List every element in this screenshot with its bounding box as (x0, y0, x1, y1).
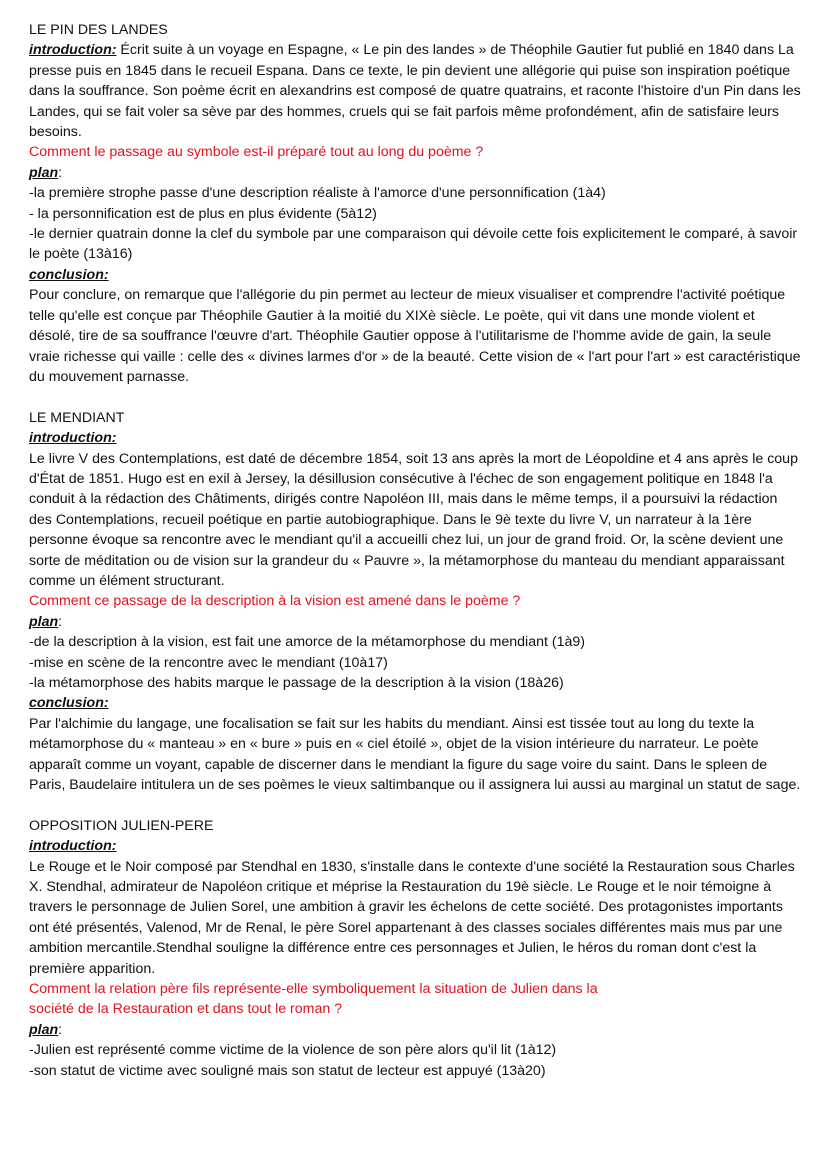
introduction-label: introduction: (29, 838, 117, 855)
plan-item: -la métamorphose des habits marque le passage de la description à la vision (18à26) (29, 674, 564, 691)
problematic-question-line: société de la Restauration et dans tout le roman ? (29, 1001, 343, 1018)
problematic-question-line: Comment la relation père fils représente-elle symboliquement la situation de Julien dans la (29, 981, 598, 998)
plan-item: -de la description à la vision, est fait une amorce de la métamorphose du mendiant (1à9) (29, 634, 585, 651)
introduction-text: Écrit suite à un voyage en Espagne, « Le pin des landes » de Théophile Gautier fut publié en 1840 dans La presse puis en 1845 dans le recueil Espana. Dans ce texte, le pin devient une allégorie qui puise son inspiration poétique dans la souffrance. Son poème écrit en alexandrins est composé de quatre quatrains, et raconte l'histoire d'un Pin dans les Landes, qui se fait voler sa sève par des hommes, cruels qui se fait parfois même profondément, afin de satisfaire leurs besoins. (29, 42, 801, 141)
plan-item: -Julien est représenté comme victime de la violence de son père alors qu'il lit (1à12) (29, 1042, 557, 1059)
conclusion-text: Par l'alchimie du langage, une focalisation se fait sur les habits du mendiant. Ainsi est tissée tout au long du texte la métamorphose du « manteau » en « bure » puis en « ciel étoilé », objet de la vision intérieure du narrateur. Le poète apparaît comme un voyant, capable de discerner dans le mendiant la figure du sage voire du saint. Dans le spleen de Paris, Baudelaire intitulera un de ses poèmes le vieux saltimbanque ou il assignera lui aussi au marginal un statut de sage. (29, 715, 801, 794)
plan-label: plan (29, 164, 59, 181)
problematic-question: Comment le passage au symbole est-il préparé tout au long du poème ? (29, 144, 484, 161)
section-opposition-julien-pere (29, 816, 802, 1081)
introduction-text: Le livre V des Contemplations, est daté de décembre 1854, soit 13 ans après la mort de Léopoldine et 4 ans après le coup d'État de 1851. Hugo est en exil à Jersey, la désillusion consécutive à l'échec de son engagement politique en 1848 l'a conduit à la rédaction des Châtiments, dirigés contre Napoléon III, mais dans le même temps, il a poursuivi la rédaction des Contemplations, recueil poétique en partie autobiographique. Dans le 9è texte du livre V, un narrateur à la 1ère personne évoque sa rencontre avec le mendiant qu'il a accueilli chez lui, un jour de grand froid. Or, la scène devient une sorte de méditation ou de vision sur la grandeur du « Pauvre », la métamorphose du manteau du mendiant apparaissant comme un élément structurant. (29, 450, 798, 589)
section-le-pin-des-landes (29, 20, 802, 387)
plan-item: -son statut de victime avec souligné mais son statut de lecteur est appuyé (13à20) (29, 1062, 546, 1079)
section-title: LE MENDIANT (29, 409, 125, 426)
plan-label: plan (29, 1021, 59, 1038)
introduction-text: Le Rouge et le Noir composé par Stendhal en 1830, s'installe dans le contexte d'une société la Restauration sous Charles X. Stendhal, admirateur de Napoléon critique et méprise la Restauration du 19è siècle. Le Rouge et le noir témoigne à travers le personnage de Julien Sorel, une ambition à gravir les échelons de cette société. Des protagonistes importants ont été présentés, Valenod, Mr de Renal, le père Sorel appartenant à des classes sociales différentes mais mus par une ambition mercantile.Stendhal souligne la différence entre ces personnages et Julien, le héros du roman dont c'est la première apparition. (29, 858, 795, 977)
section-le-mendiant (29, 408, 802, 796)
introduction-label: introduction: (29, 42, 117, 59)
conclusion-text: Pour conclure, on remarque que l'allégorie du pin permet au lecteur de mieux visualiser et comprendre l'activité poétique telle qu'elle est conçue par Théophile Gautier à la moitié du XIXè siècle. Le poète, qui vit dans une monde violent et désolé, tire de sa souffrance l'œuvre d'art. Théophile Gautier oppose à l'utilitarisme de l'homme avide de gain, la seule vraie richesse qui vaille : celle des « divines larmes d'or » de la beauté. Cette vision de « l'art pour l'art » est caractéristique du mouvement parnasse. (29, 287, 801, 385)
section-title: LE PIN DES LANDES (29, 22, 168, 38)
introduction-label: introduction: (29, 430, 117, 447)
introduction-paragraph (29, 40, 802, 142)
conclusion-label: conclusion: (29, 695, 109, 712)
conclusion-label: conclusion: (29, 266, 109, 283)
plan-item: -la première strophe passe d'une description réaliste à l'amorce d'une personnification (1à4) (29, 185, 606, 202)
plan-item: -le dernier quatrain donne la clef du symbole par une comparaison qui dévoile cette fois explicitement le comparé, à savoir le poète (13à16) (29, 226, 798, 263)
plan-heading: plan: (29, 613, 63, 630)
section-title: OPPOSITION JULIEN-PERE (29, 817, 214, 834)
plan-item: -mise en scène de la rencontre avec le mendiant (10à17) (29, 654, 388, 671)
plan-item: - la personnification est de plus en plus évidente (5à12) (29, 205, 377, 222)
plan-heading: plan: (29, 164, 63, 181)
problematic-question: Comment ce passage de la description à la vision est amené dans le poème ? (29, 593, 521, 610)
plan-label: plan (29, 613, 59, 630)
plan-heading: plan: (29, 1021, 63, 1038)
